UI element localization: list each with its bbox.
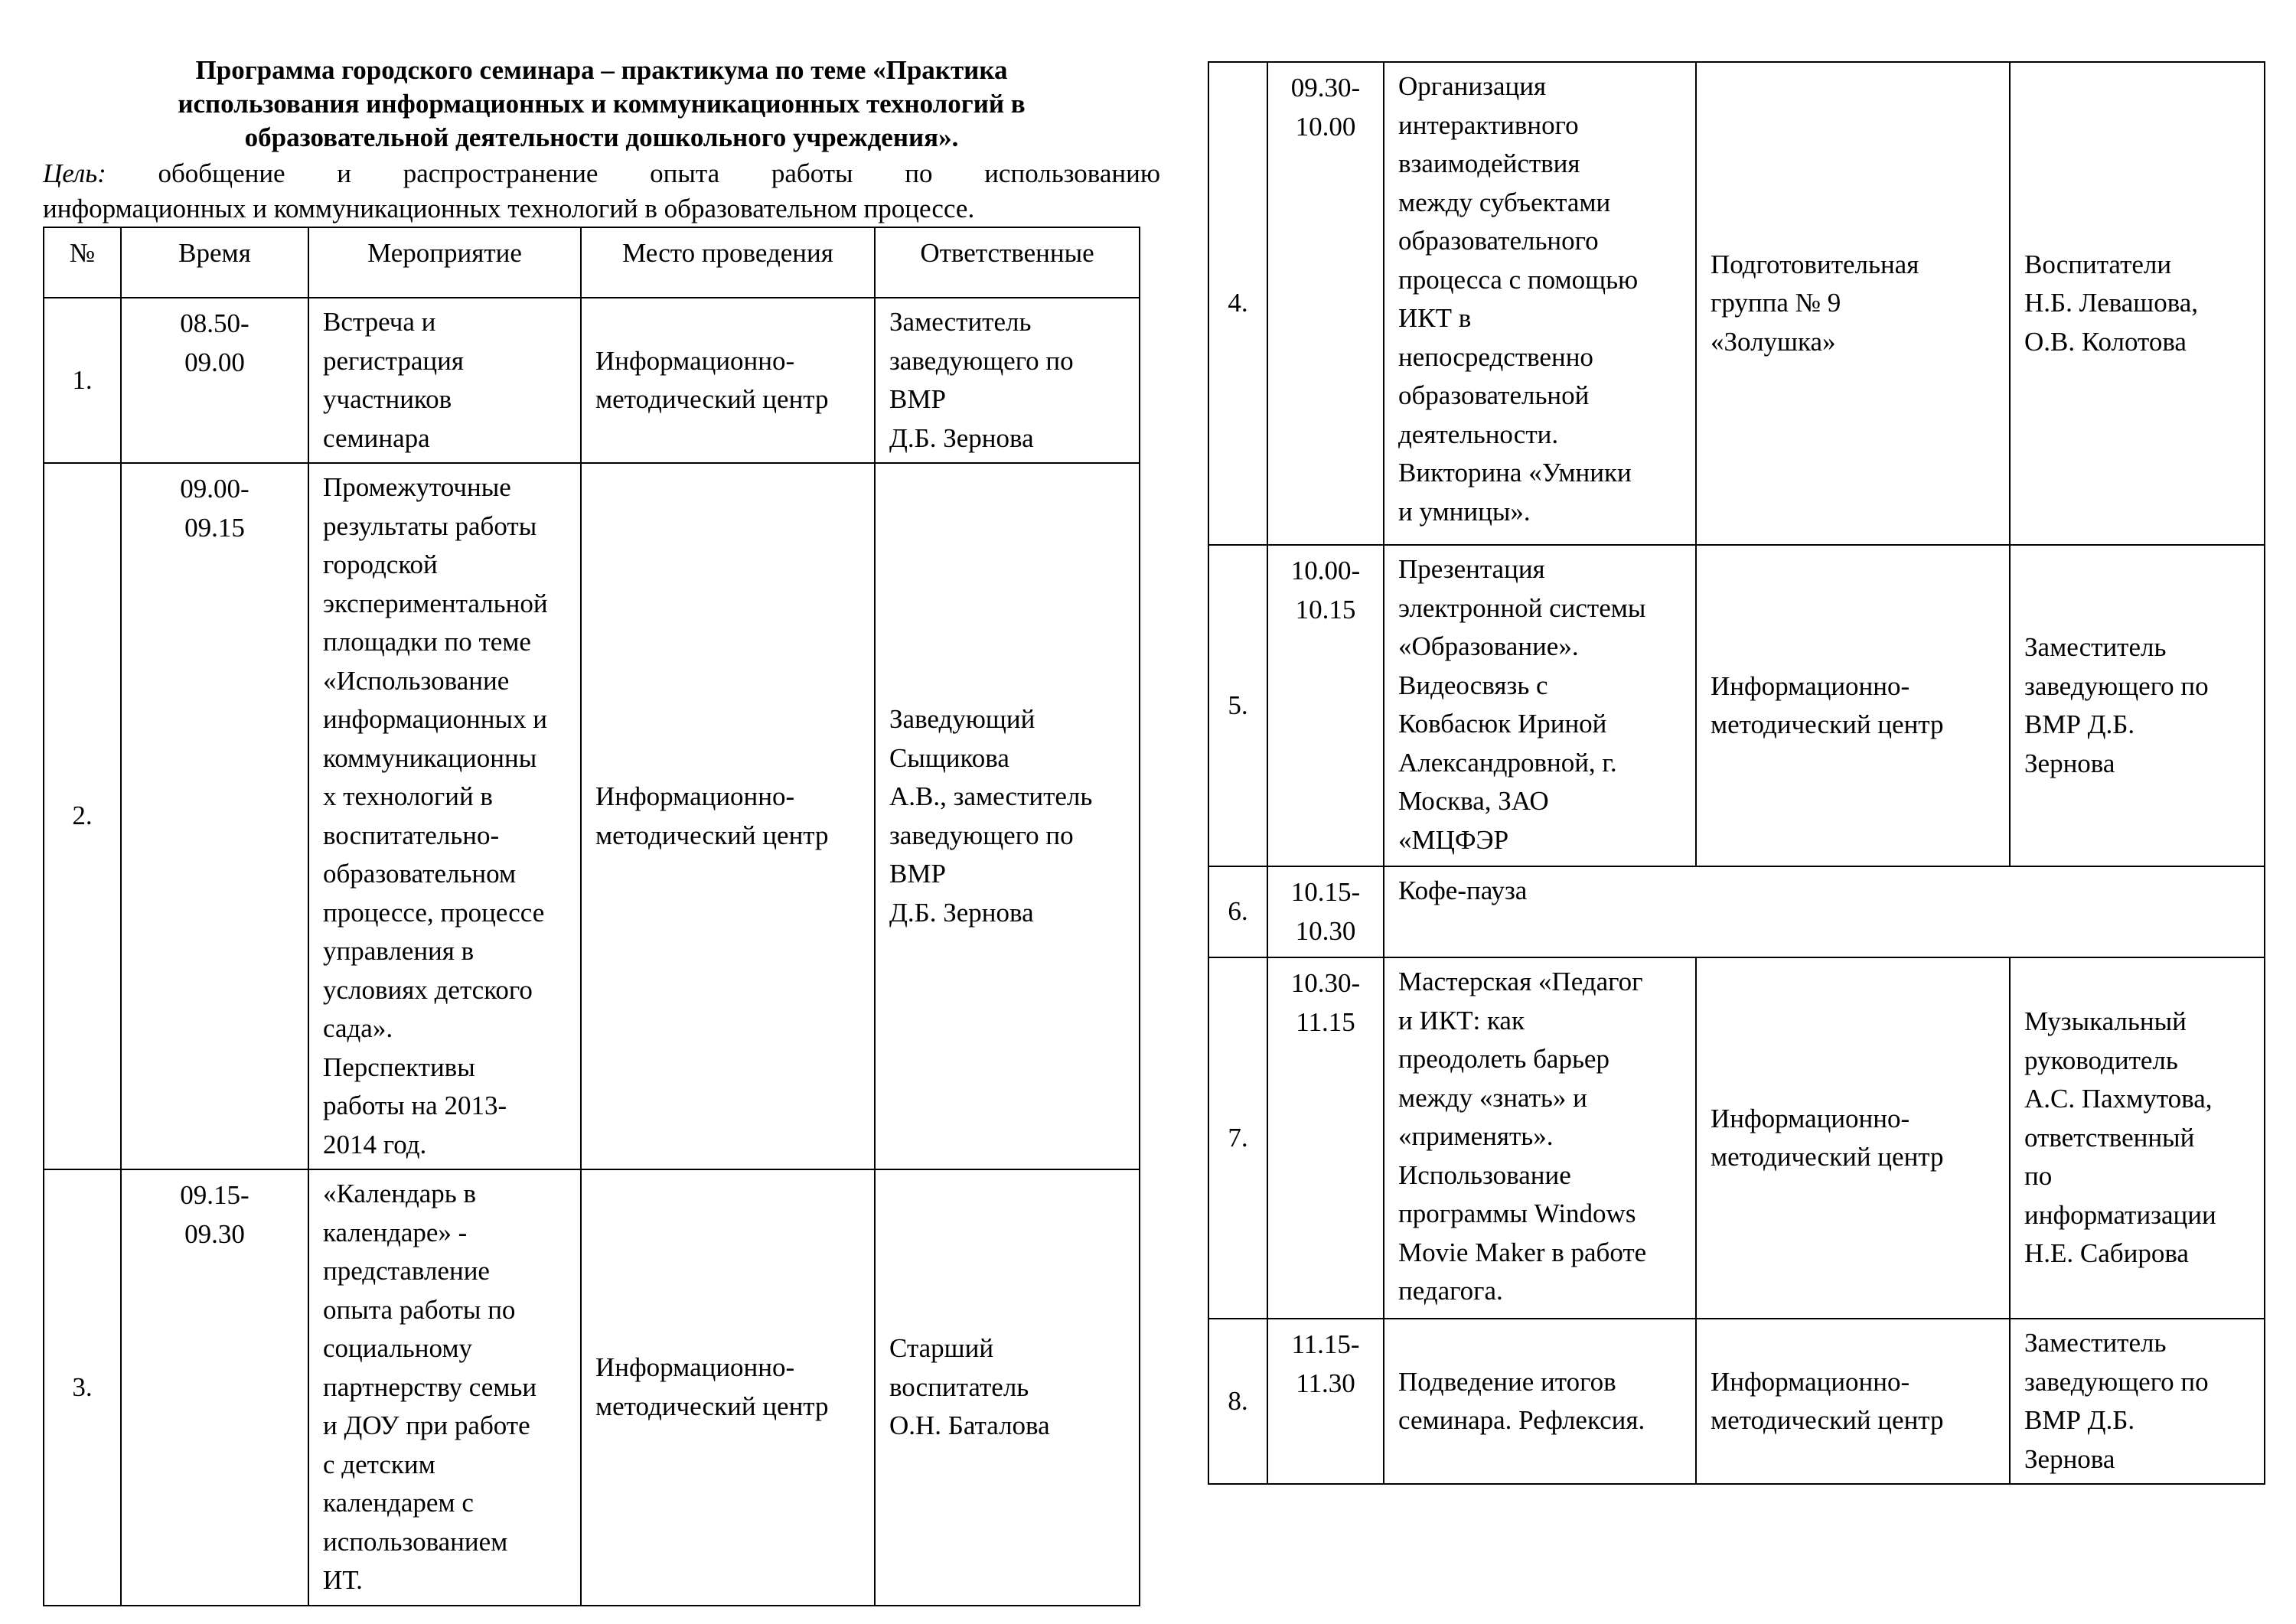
cell-text-line: ВМР Д.Б. bbox=[2024, 709, 2135, 739]
cell-text-line: условиях детского bbox=[323, 974, 533, 1005]
cell-text-line: процесса с помощью bbox=[1398, 264, 1639, 295]
title-line: использования информационных и коммуникационных технологий в bbox=[178, 89, 1026, 119]
cell-text-line: Информационно- bbox=[1711, 1103, 1910, 1133]
cell-text-line: руководитель bbox=[2024, 1045, 2178, 1075]
cell-text-line: Александровной, г. bbox=[1398, 747, 1617, 778]
cell-text-line: 09.15- bbox=[180, 1180, 249, 1210]
program-table-left bbox=[43, 227, 1140, 1606]
row-number: 6. bbox=[1208, 866, 1267, 957]
cell-text-line: Использование bbox=[1398, 1159, 1571, 1190]
program-table-right bbox=[1208, 61, 2265, 1485]
cell-text-line: Презентация bbox=[1398, 554, 1545, 584]
cell-text-line: Н.Б. Левашова, bbox=[2024, 288, 2199, 318]
cell-text-line: и ДОУ при работе bbox=[323, 1410, 530, 1440]
row-time bbox=[121, 1169, 308, 1606]
cell-text-line: Кофе-пауза bbox=[1398, 876, 1528, 905]
cell-text-line: 11.15- bbox=[1291, 1329, 1360, 1359]
cell-text-line: площадки по теме bbox=[323, 627, 531, 657]
cell-text-line: образовательном bbox=[323, 859, 517, 889]
cell-text-line: Информационно- bbox=[595, 781, 795, 811]
row-place bbox=[581, 1169, 875, 1606]
page-title bbox=[85, 54, 1118, 155]
cell-text-line: ИКТ в bbox=[1398, 303, 1472, 333]
cell-text-line: методический центр bbox=[595, 820, 829, 850]
cell-text-line: Встреча и bbox=[323, 307, 436, 337]
cell-text-line: 08.50- bbox=[180, 308, 249, 338]
cell-text-line: представление bbox=[323, 1256, 490, 1286]
row-number: 5. bbox=[1208, 545, 1267, 866]
row-number: 3. bbox=[44, 1169, 121, 1606]
cell-text-line: 10.30 bbox=[1295, 915, 1356, 946]
row-responsible bbox=[875, 1169, 1140, 1606]
row-place bbox=[581, 463, 875, 1169]
cell-text-line: Зернова bbox=[2024, 748, 2115, 778]
goal-text-2: информационных и коммуникационных технологий в образовательном процессе. bbox=[43, 194, 975, 223]
table-row bbox=[44, 1169, 1140, 1606]
cell-text-line: «МЦФЭР bbox=[1398, 824, 1509, 855]
cell-text-line: Зернова bbox=[2024, 1443, 2115, 1474]
document-header bbox=[43, 54, 1160, 227]
cell-text-line: ИТ. bbox=[323, 1565, 363, 1595]
cell-text-line: использованием bbox=[323, 1526, 508, 1557]
cell-text-line: Видеосвязь с bbox=[1398, 670, 1548, 700]
table-row bbox=[1208, 1319, 2265, 1484]
goal-paragraph bbox=[43, 156, 1160, 227]
row-responsible bbox=[2010, 62, 2265, 545]
table-row bbox=[1208, 957, 2265, 1319]
title-line: Программа городского семинара – практикума по теме «Практика bbox=[195, 55, 1008, 85]
cell-text-line: заведующего по bbox=[2024, 670, 2209, 701]
row-event bbox=[308, 298, 581, 463]
cell-text-line: деятельности. bbox=[1398, 419, 1559, 449]
cell-text-line: сада». bbox=[323, 1013, 393, 1043]
cell-text-line: 10.15- bbox=[1290, 877, 1361, 907]
row-event bbox=[308, 1169, 581, 1606]
cell-text-line: Старший воспитатель bbox=[889, 1333, 1029, 1402]
cell-text-line: Ковбасюк Ириной bbox=[1398, 709, 1607, 739]
cell-text-line: 09.00 bbox=[184, 347, 245, 377]
cell-text-line: методический центр bbox=[595, 1391, 829, 1421]
row-responsible bbox=[2010, 545, 2265, 866]
cell-text-line: методический центр bbox=[1711, 1405, 1944, 1435]
cell-text-line: 2014 год. bbox=[323, 1129, 427, 1159]
cell-text-line: Д.Б. Зернова bbox=[889, 897, 1034, 928]
cell-text-line: семинара. Рефлексия. bbox=[1398, 1405, 1645, 1435]
col-header-responsible: Ответственные bbox=[875, 227, 1140, 298]
cell-text-line: Промежуточные bbox=[323, 472, 511, 502]
cell-text-line: работы на 2013- bbox=[323, 1091, 507, 1120]
cell-text-line: ВМР Д.Б. bbox=[2024, 1405, 2135, 1435]
cell-text-line: Воспитатели bbox=[2024, 249, 2172, 279]
cell-text-line: методический центр bbox=[1711, 1142, 1944, 1172]
goal-line bbox=[43, 156, 1160, 191]
table-row bbox=[44, 463, 1140, 1169]
row-event bbox=[1384, 866, 2265, 957]
cell-text-line: «Образование». bbox=[1398, 631, 1579, 661]
col-header-event: Мероприятие bbox=[308, 227, 581, 298]
cell-text-line: образовательной bbox=[1398, 380, 1590, 410]
cell-text-line: между «знать» и bbox=[1398, 1082, 1587, 1113]
row-place bbox=[1696, 957, 2010, 1319]
cell-text-line: Подготовительная bbox=[1711, 249, 1919, 279]
cell-text-line: Д.Б. Зернова bbox=[889, 422, 1034, 453]
cell-text-line: Заместитель bbox=[2024, 1328, 2167, 1358]
cell-text-line: «Использование bbox=[323, 665, 510, 696]
cell-text-line: между субъектами bbox=[1398, 187, 1611, 217]
col-header-number: № bbox=[44, 227, 121, 298]
cell-text-line: образовательного bbox=[1398, 226, 1599, 256]
cell-text-line: участников bbox=[323, 384, 452, 414]
cell-text-line: «применять». bbox=[1398, 1121, 1554, 1151]
cell-text-line: Организация bbox=[1398, 71, 1547, 101]
cell-text-line: Информационно- bbox=[1711, 1366, 1910, 1397]
cell-text-line: городской bbox=[323, 549, 438, 579]
cell-text-line: опыта работы по bbox=[323, 1294, 516, 1325]
cell-text-line: электронной системы bbox=[1398, 592, 1646, 623]
cell-text-line: календарем с bbox=[323, 1488, 474, 1518]
row-time bbox=[1267, 957, 1384, 1319]
cell-text-line: «Золушка» bbox=[1711, 326, 1836, 357]
cell-text-line: календаре» - bbox=[323, 1217, 468, 1247]
cell-text-line: Н.Е. Сабирова bbox=[2024, 1238, 2189, 1269]
row-time bbox=[121, 298, 308, 463]
row-time bbox=[1267, 545, 1384, 866]
cell-text-line: информатизации bbox=[2024, 1199, 2216, 1230]
cell-text-line: Информационно- bbox=[595, 1352, 795, 1383]
row-number: 1. bbox=[44, 298, 121, 463]
table-header-row bbox=[44, 227, 1140, 298]
cell-text-line: заведующего по bbox=[2024, 1366, 2209, 1397]
cell-text-line: преодолеть барьер bbox=[1398, 1044, 1609, 1074]
row-event bbox=[308, 463, 581, 1169]
cell-text-line: заведующего по ВМР bbox=[889, 820, 1074, 889]
goal-label: Цель: bbox=[43, 158, 106, 188]
cell-text-line: Подведение итогов bbox=[1398, 1366, 1616, 1397]
row-responsible bbox=[875, 463, 1140, 1169]
cell-text-line: «Календарь в bbox=[323, 1179, 477, 1208]
cell-text-line: Заместитель bbox=[2024, 632, 2167, 662]
row-number: 4. bbox=[1208, 62, 1267, 545]
cell-text-line: Заведующий Сыщикова bbox=[889, 704, 1035, 773]
cell-text-line: результаты работы bbox=[323, 510, 537, 541]
row-event bbox=[1384, 545, 1696, 866]
table-row bbox=[1208, 62, 2265, 545]
row-responsible bbox=[875, 298, 1140, 463]
row-event bbox=[1384, 62, 1696, 545]
cell-text-line: Заместитель bbox=[889, 307, 1032, 337]
row-place bbox=[1696, 62, 2010, 545]
cell-text-line: Movie Maker в работе bbox=[1398, 1237, 1647, 1267]
title-line: образовательной деятельности дошкольного учреждения». bbox=[244, 122, 959, 152]
cell-text-line: семинара bbox=[323, 422, 430, 453]
cell-text-line: Музыкальный bbox=[2024, 1006, 2187, 1037]
row-number: 7. bbox=[1208, 957, 1267, 1319]
table-row bbox=[44, 298, 1140, 463]
cell-text-line: Информационно- bbox=[1711, 670, 1910, 701]
cell-text-line: по bbox=[2024, 1161, 2053, 1192]
cell-text-line: информационных и bbox=[323, 704, 547, 734]
row-event bbox=[1384, 957, 1696, 1319]
goal-text-1: обобщение и распространение опыта работы по использованию bbox=[158, 158, 1160, 188]
row-place bbox=[1696, 545, 2010, 866]
cell-text-line: 10.15 bbox=[1295, 594, 1356, 624]
cell-text-line: Перспективы bbox=[323, 1052, 475, 1082]
cell-text-line: с детским bbox=[323, 1449, 435, 1479]
cell-text-line: экспериментальной bbox=[323, 588, 548, 618]
cell-text-line: 10.00 bbox=[1295, 111, 1356, 142]
cell-text-line: О.В. Колотова bbox=[2024, 326, 2187, 357]
row-time bbox=[1267, 866, 1384, 957]
cell-text-line: А.С. Пахмутова, bbox=[2024, 1084, 2213, 1114]
cell-text-line: заведующего по ВМР bbox=[889, 345, 1074, 414]
cell-text-line: и ИКТ: как bbox=[1398, 1005, 1525, 1035]
cell-text-line: 09.15 bbox=[184, 512, 245, 543]
col-header-time: Время bbox=[121, 227, 308, 298]
row-time bbox=[1267, 62, 1384, 545]
row-place bbox=[581, 298, 875, 463]
row-number: 2. bbox=[44, 463, 121, 1169]
cell-text-line: регистрация bbox=[323, 345, 464, 376]
cell-text-line: программы Windows bbox=[1398, 1198, 1636, 1228]
cell-text-line: группа № 9 bbox=[1711, 288, 1841, 318]
cell-text-line: Мастерская «Педагог bbox=[1398, 967, 1643, 996]
cell-text-line: социальному bbox=[323, 1333, 472, 1363]
cell-text-line: Информационно- bbox=[595, 345, 795, 376]
cell-text-line: ответственный bbox=[2024, 1122, 2195, 1153]
cell-text-line: педагога. bbox=[1398, 1276, 1503, 1306]
cell-text-line: 09.00- bbox=[180, 474, 249, 504]
cell-text-line: партнерству семьи bbox=[323, 1371, 537, 1402]
row-responsible bbox=[2010, 957, 2265, 1319]
cell-text-line: 11.15 bbox=[1296, 1006, 1355, 1037]
row-place bbox=[1696, 1319, 2010, 1484]
cell-text-line: Викторина «Умники bbox=[1398, 458, 1632, 488]
cell-text-line: взаимодействия bbox=[1398, 148, 1580, 178]
row-number: 8. bbox=[1208, 1319, 1267, 1484]
cell-text-line: непосредственно bbox=[1398, 341, 1593, 372]
cell-text-line: воспитательно- bbox=[323, 820, 500, 850]
cell-text-line: 10.30- bbox=[1290, 968, 1361, 998]
table-row bbox=[1208, 545, 2265, 866]
cell-text-line: интерактивного bbox=[1398, 109, 1579, 140]
cell-text-line: 09.30 bbox=[184, 1218, 245, 1249]
cell-text-line: методический центр bbox=[1711, 709, 1944, 739]
row-responsible bbox=[2010, 1319, 2265, 1484]
cell-text-line: Москва, ЗАО bbox=[1398, 786, 1549, 816]
cell-text-line: процессе, процессе bbox=[323, 897, 545, 928]
cell-text-line: и умницы». bbox=[1398, 496, 1531, 527]
cell-text-line: А.В., заместитель bbox=[889, 781, 1093, 811]
table-row bbox=[1208, 866, 2265, 957]
cell-text-line: методический центр bbox=[595, 384, 829, 414]
cell-text-line: 10.00- bbox=[1290, 556, 1361, 585]
row-event bbox=[1384, 1319, 1696, 1484]
cell-text-line: 09.30- bbox=[1290, 73, 1361, 103]
col-header-place: Место проведения bbox=[581, 227, 875, 298]
cell-text-line: коммуникационны bbox=[323, 742, 537, 773]
cell-text-line: управления в bbox=[323, 936, 475, 966]
cell-text-line: О.Н. Баталова bbox=[889, 1410, 1050, 1440]
row-time bbox=[121, 463, 308, 1169]
cell-text-line: 11.30 bbox=[1296, 1368, 1355, 1398]
cell-text-line: х технологий в bbox=[323, 781, 493, 811]
row-time bbox=[1267, 1319, 1384, 1484]
